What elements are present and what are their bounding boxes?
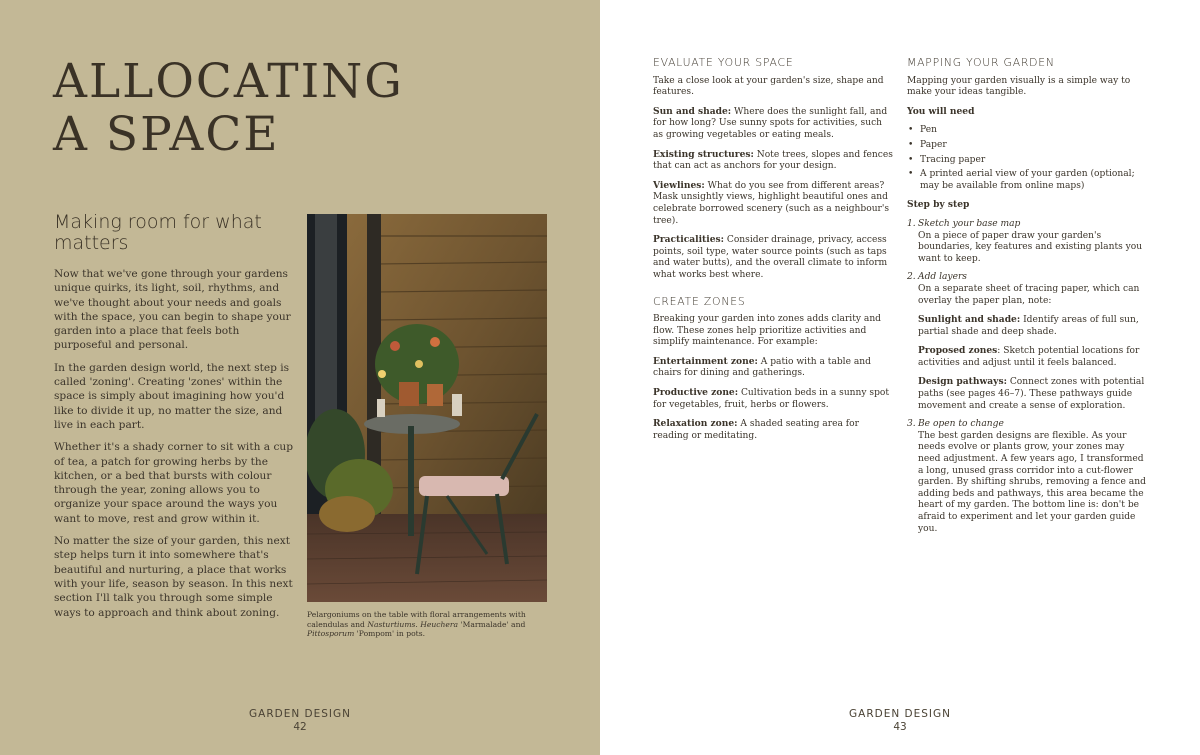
sub-term: Design pathways: — [918, 376, 1007, 388]
item-text: Where does the sunlight fall, and for how long? Use sunny spots for activities, such as growing vegetables or eating meals. — [653, 106, 888, 140]
item — [653, 149, 893, 173]
item-term: Sun and shade: — [653, 105, 732, 117]
left-body-text — [54, 267, 299, 628]
item-text: Note trees, slopes and fences that can act as anchors for your design. — [653, 149, 893, 172]
item-text: A patio with a table and chairs for dining and gatherings. — [653, 356, 871, 379]
subheading: Making room for what matters — [54, 211, 262, 254]
item-text: What do you see from different areas? Mask unsightly views, highlight beautiful ones and celebrate borrowed scenery (such as a neighbour's tree). — [653, 180, 890, 226]
step-text: On a piece of paper draw your garden's boundaries, key features and existing plants you want to keep. — [918, 230, 1143, 264]
paragraph: Now that we've gone through your gardens unique quirks, its light, soil, rhythms, and we've thought about your needs and goals with the space, you can begin to shape your garden into a place that feels both purposeful and personal. — [54, 268, 291, 352]
caption-italic: Nasturtiums. Heuchera — [367, 619, 459, 629]
intro-text: Mapping your garden visually is a simple way to make your ideas tangible. — [907, 75, 1131, 98]
steps-list — [907, 219, 1147, 535]
step-text: On a separate sheet of tracing paper, which can overlay the paper plan, note: — [918, 283, 1140, 306]
footer-left — [200, 708, 400, 734]
footer-label: GARDEN DESIGN — [849, 708, 951, 720]
intro-text: Breaking your garden into zones adds clarity and flow. These zones help prioritize activities and simplify maintenance. For example: — [653, 314, 881, 348]
zone-item — [653, 387, 893, 411]
step-item — [907, 219, 1147, 265]
item-term: Existing structures: — [653, 148, 754, 160]
column-right — [907, 57, 1147, 542]
page-number: 43 — [893, 721, 907, 733]
title-line-1: ALLOCATING — [53, 54, 404, 109]
paragraph: Whether it's a shady corner to sit with a cup of tea, a patch for growing herbs by the kitchen, or a bed that bursts with colour through the year, zoning allows you to organize your space around the ways you want to move, rest and grow within it. — [54, 441, 293, 525]
step-number: 2. — [907, 272, 916, 283]
item — [653, 234, 893, 281]
step-text: The best garden designs are flexible. As your needs evolve or plants grow, your zones may need adjustment. A few years ago, I transformed a long, unused grass corridor into a cut-flower garden. By shifting shrubs, removing a fence and adding beds and pathways, this area became the heart of my garden. The bottom line is: don't be afraid to experiment and let your garden guide you. — [918, 430, 1146, 534]
section-heading: CREATE ZONES — [653, 294, 746, 308]
step-title: Add layers — [918, 272, 967, 283]
list-item: • Paper — [907, 140, 1147, 152]
step-by-step-label: Step by step — [907, 199, 970, 211]
sub-item — [918, 314, 1147, 338]
list-item: • Tracing paper — [907, 155, 1147, 167]
item — [653, 106, 893, 142]
page-title — [53, 55, 404, 161]
item-term: Entertainment zone: — [653, 355, 758, 367]
you-will-need-label: You will need — [907, 105, 975, 117]
garden-photo — [307, 214, 547, 602]
step-title: Sketch your base map — [918, 218, 1021, 229]
paragraph: In the garden design world, the next step is called 'zoning'. Creating 'zones' within the space is simply about imagining how you'd like to divide it up, no matter the size, and live in each part. — [54, 361, 290, 431]
sub-term: Sunlight and shade: — [918, 314, 1021, 326]
right-page — [600, 0, 1200, 755]
title-line-2: A SPACE — [53, 107, 280, 162]
caption-italic: Pittosporum — [307, 629, 355, 638]
footer-right — [800, 708, 1000, 734]
item — [653, 180, 893, 227]
item-term: Practicalities: — [653, 234, 724, 246]
list-item: • A printed aerial view of your garden (optional; may be available from online maps) — [907, 169, 1147, 192]
step-item — [907, 272, 1147, 412]
photo-caption — [307, 610, 547, 639]
list-item: • Pen — [907, 125, 1147, 137]
column-left — [653, 57, 893, 449]
item-text: A shaded seating area for reading or meditating. — [653, 419, 859, 441]
section-heading: MAPPING YOUR GARDEN — [907, 56, 1055, 69]
step-title: Be open to change — [918, 419, 1004, 430]
step-number: 1. — [907, 218, 916, 229]
footer-label: GARDEN DESIGN — [249, 708, 351, 720]
sub-text: : Sketch potential locations for activities and adjust until it feels balanced. — [918, 346, 1140, 368]
needs-list — [907, 125, 1147, 192]
sub-term: Proposed zones — [918, 345, 998, 357]
caption-text: 'Pompom' in pots. — [354, 629, 426, 638]
sub-item — [918, 345, 1147, 369]
item-term: Relaxation zone: — [653, 418, 738, 430]
item-term: Productive zone: — [653, 387, 739, 399]
step-number: 3. — [907, 419, 916, 430]
section-heading: EVALUATE YOUR SPACE — [653, 56, 794, 69]
sub-item — [918, 376, 1147, 412]
item-text: Cultivation beds in a sunny spot for vegetables, fruit, herbs or flowers. — [653, 388, 890, 410]
sub-text: Connect zones with potential paths (see pages 46–7). These pathways guide movement and create a sense of exploration. — [918, 377, 1145, 411]
item-term: Viewlines: — [653, 179, 705, 191]
intro-text: Take a close look at your garden's size, shape and features. — [653, 75, 884, 98]
paragraph: No matter the size of your garden, this next step helps turn it into somewhere that's beautiful and nurturing, a place that works with your life, season by season. In this next section I'll talk you through some simple ways to approach and think about zoning. — [54, 535, 293, 619]
caption-text: 'Marmalade' and — [458, 619, 526, 629]
sub-text: Identify areas of full sun, partial shade and deep shade. — [918, 315, 1139, 337]
caption-text: Pelargoniums on the table with floral arrangements with calendulas and — [307, 610, 526, 629]
item-text: Consider drainage, privacy, access points, soil type, water source points (such as taps and water butts), and the overall climate to inform what works best where. — [653, 235, 888, 280]
zone-item — [653, 418, 893, 442]
zone-item — [653, 356, 893, 380]
step-item — [907, 419, 1147, 535]
page-number: 42 — [293, 721, 307, 733]
